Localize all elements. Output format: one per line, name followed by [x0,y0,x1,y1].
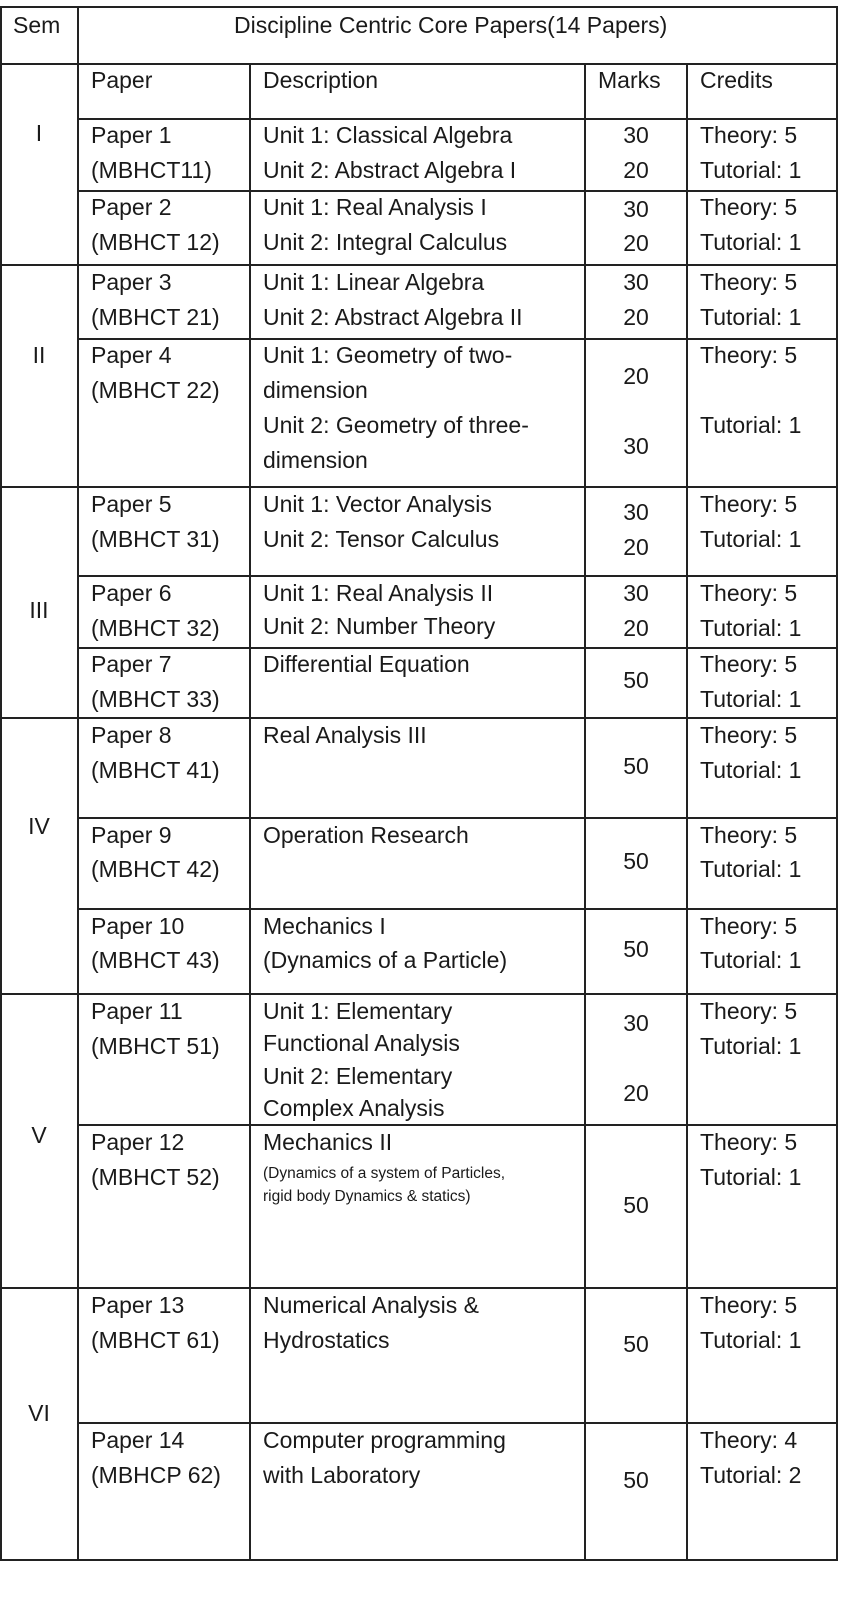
credits-theory: Theory: 5 [700,491,798,517]
credits-theory: Theory: 5 [700,122,798,148]
description-line: Unit 2: Geometry of three- [263,412,529,438]
description-line: Unit 1: Real Analysis II [263,580,494,606]
description-line: Mechanics II [263,1129,393,1155]
table-border-left [0,6,2,1561]
marks-value: 50 [623,1192,649,1218]
credits-tutorial: Tutorial: 1 [700,1164,802,1190]
credits-theory: Theory: 5 [700,1292,798,1318]
description-line: (Dynamics of a Particle) [263,947,508,973]
description-line: Computer programming [263,1427,506,1453]
credits-theory: Theory: 5 [700,722,798,748]
header-paper: Paper [91,67,153,93]
paper-code: (MBHCT 52) [91,1164,220,1190]
description-line: Unit 1: Classical Algebra [263,122,513,148]
credits-theory: Theory: 5 [700,580,798,606]
header-credits: Credits [700,67,773,93]
column-divider [686,63,688,1561]
credits-tutorial: Tutorial: 1 [700,304,802,330]
paper-name: Paper 13 [91,1292,185,1318]
credits-tutorial: Tutorial: 1 [700,229,802,255]
paper-name: Paper 8 [91,722,172,748]
description-line: Real Analysis III [263,722,427,748]
paper-code: (MBHCT 22) [91,377,220,403]
description-line: Unit 2: Abstract Algebra I [263,157,517,183]
paper-name: Paper 14 [91,1427,185,1453]
description-line: Unit 1: Vector Analysis [263,491,492,517]
marks-value: 50 [623,1331,649,1357]
credits-tutorial: Tutorial: 2 [700,1462,802,1488]
paper-code: (MBHCT 41) [91,757,220,783]
marks-value: 20 [623,230,649,256]
table-border-right [836,6,838,1561]
semester-label: IV [28,813,50,839]
paper-code: (MBHCT 33) [91,686,220,712]
semester-label: VI [28,1400,50,1426]
paper-name: Paper 2 [91,194,172,220]
description-line: Unit 2: Elementary [263,1063,453,1089]
marks-value: 50 [623,667,649,693]
paper-name: Paper 10 [91,913,185,939]
paper-code: (MBHCT 51) [91,1033,220,1059]
marks-value: 20 [623,363,649,389]
description-line: Differential Equation [263,651,470,677]
description-line: Hydrostatics [263,1327,390,1353]
semester-label: III [29,597,49,623]
description-line: Unit 1: Real Analysis I [263,194,487,220]
header-description: Description [263,67,379,93]
semester-label: V [31,1122,47,1148]
marks-value: 20 [623,157,649,183]
paper-code: (MBHCT 42) [91,856,220,882]
credits-tutorial: Tutorial: 1 [700,856,802,882]
semester-label: I [35,120,43,146]
description-line: Mechanics I [263,913,386,939]
description-line: Operation Research [263,822,469,848]
paper-code: (MBHCT 43) [91,947,220,973]
column-divider [77,6,79,1561]
paper-code: (MBHCT11) [91,157,212,183]
credits-tutorial: Tutorial: 1 [700,757,802,783]
semester-label: II [32,342,46,368]
credits-tutorial: Tutorial: 1 [700,686,802,712]
credits-theory: Theory: 5 [700,269,798,295]
paper-code: (MBHCT 61) [91,1327,220,1353]
credits-tutorial: Tutorial: 1 [700,947,802,973]
credits-tutorial: Tutorial: 1 [700,526,802,552]
paper-name: Paper 7 [91,651,172,677]
credits-tutorial: Tutorial: 1 [700,615,802,641]
description-line: Numerical Analysis & [263,1292,480,1318]
marks-value: 50 [623,848,649,874]
credits-theory: Theory: 5 [700,194,798,220]
marks-value: 30 [623,1010,649,1036]
marks-value: 50 [623,753,649,779]
paper-name: Paper 4 [91,342,172,368]
paper-code: (MBHCT 12) [91,229,220,255]
credits-tutorial: Tutorial: 1 [700,412,802,438]
header-group-title: Discipline Centric Core Papers(14 Papers) [234,12,668,38]
marks-value: 20 [623,304,649,330]
description-line: Unit 1: Geometry of two- [263,342,513,368]
table-border-bottom [0,1559,838,1561]
description-line: with Laboratory [263,1462,421,1488]
paper-name: Paper 9 [91,822,172,848]
marks-value: 30 [623,580,649,606]
paper-code: (MBHCT 31) [91,526,220,552]
marks-value: 30 [623,122,649,148]
paper-name: Paper 11 [91,998,183,1024]
header-marks: Marks [598,67,661,93]
marks-value: 30 [623,196,649,222]
marks-value: 20 [623,534,649,560]
marks-value: 30 [623,499,649,525]
paper-code: (MBHCT 32) [91,615,220,641]
credits-theory: Theory: 5 [700,651,798,677]
paper-name: Paper 12 [91,1129,185,1155]
paper-name: Paper 3 [91,269,172,295]
marks-value: 20 [623,615,649,641]
credits-theory: Theory: 5 [700,342,798,368]
description-line: Unit 2: Abstract Algebra II [263,304,523,330]
description-line: dimension [263,447,368,473]
credits-theory: Theory: 5 [700,822,798,848]
credits-tutorial: Tutorial: 1 [700,157,802,183]
column-divider [249,63,251,1561]
header-sem: Sem [13,12,61,38]
marks-value: 20 [623,1080,649,1106]
credits-tutorial: Tutorial: 1 [700,1033,802,1059]
description-line: Unit 2: Integral Calculus [263,229,508,255]
description-line: Complex Analysis [263,1095,445,1121]
credits-tutorial: Tutorial: 1 [700,1327,802,1353]
marks-value: 50 [623,1467,649,1493]
description-line: rigid body Dynamics & statics) [263,1188,471,1205]
description-line: Unit 2: Number Theory [263,613,496,639]
paper-code: (MBHCT 21) [91,304,220,330]
marks-value: 50 [623,936,649,962]
paper-name: Paper 1 [91,122,172,148]
description-line: Unit 1: Linear Algebra [263,269,485,295]
paper-code: (MBHCP 62) [91,1462,221,1488]
description-line: dimension [263,377,368,403]
description-line: (Dynamics of a system of Particles, [263,1165,506,1182]
marks-value: 30 [623,433,649,459]
credits-theory: Theory: 5 [700,998,798,1024]
description-line: Unit 2: Tensor Calculus [263,526,500,552]
credits-theory: Theory: 5 [700,913,798,939]
paper-name: Paper 5 [91,491,172,517]
credits-theory: Theory: 5 [700,1129,798,1155]
paper-name: Paper 6 [91,580,172,606]
description-line: Functional Analysis [263,1030,460,1056]
credits-theory: Theory: 4 [700,1427,798,1453]
marks-value: 30 [623,269,649,295]
description-line: Unit 1: Elementary [263,998,453,1024]
